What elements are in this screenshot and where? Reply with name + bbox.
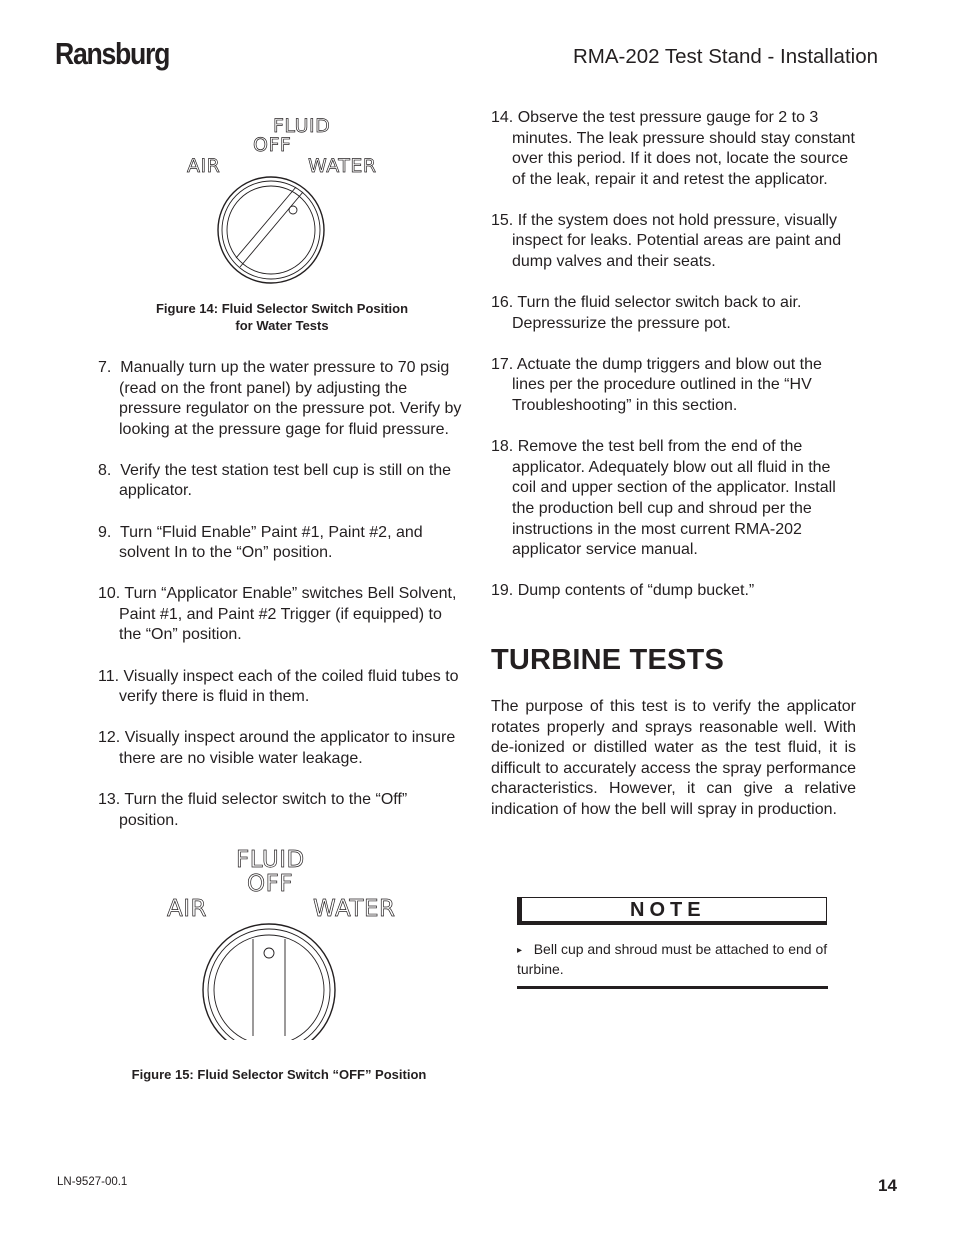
section-heading: TURBINE TESTS	[491, 644, 724, 676]
note-text-block	[517, 940, 829, 978]
step-number: 15.	[491, 211, 514, 229]
step-number: 12.	[98, 729, 121, 747]
fig14-label-air: AIR	[187, 155, 221, 177]
step-text: Remove the test bell from the end of the applicator. Adequately blow out all fluid in the coil and upper section of the applicator. Install the production bell cup and shroud per the instructions in the most current RMA-202 applicator service manual.	[512, 438, 836, 559]
step-number: 18.	[491, 438, 514, 456]
figure-14-caption-line2: for Water Tests	[235, 318, 329, 333]
brand-logo: Ransburg	[55, 36, 170, 71]
step-text: If the system does not hold pressure, visually inspect for leaks. Potential areas are paint and dump valves and their seats.	[512, 211, 842, 271]
step-11	[98, 667, 463, 708]
step-9	[98, 523, 463, 564]
note-title: NOTE	[630, 899, 706, 921]
fig15-label-air: AIR	[167, 896, 207, 922]
left-step-list	[98, 358, 463, 852]
step-text: Visually inspect around the applicator to insure there are no visible water leakage.	[119, 729, 456, 767]
note-divider	[517, 986, 828, 989]
figure-14-caption-line1: Figure 14: Fluid Selector Switch Position	[155, 301, 409, 316]
step-text: Turn “Fluid Enable” Paint #1, Paint #2, and solvent In to the “On” position.	[119, 523, 423, 562]
step-number: 16.	[491, 294, 514, 312]
section-paragraph: The purpose of this test is to verify the applicator rotates properly and sprays reasonable well. With de-ionized or distilled water as the test fluid, it is difficult to accurately access the spray performance characteristics. However, it can give a relative indication of how the bell will spray in production.	[491, 698, 856, 818]
step-text: Verify the test station test bell cup is still on the applicator.	[119, 461, 452, 500]
step-12	[98, 728, 463, 769]
figure-15-switch-diagram	[150, 840, 420, 1040]
step-text: Observe the test pressure gauge for 2 to 3 minutes. The leak pressure should stay constant over this period. If it does not, locate the source of the leak, repair it and retest the applicator.	[512, 109, 855, 188]
document-number: LN-9527-00.1	[57, 1176, 128, 1188]
fig14-label-fluid: FLUID	[273, 115, 331, 137]
step-number: 17.	[491, 355, 514, 373]
step-15	[491, 211, 856, 273]
step-14	[491, 108, 856, 190]
step-13	[98, 790, 463, 831]
fig14-label-off: OFF	[253, 134, 292, 156]
step-7	[98, 358, 463, 440]
step-text: Manually turn up the water pressure to 70 psig (read on the front panel) by adjusting the pressure regulator on the pressure pot. Verify by looking at the pressure gage for fluid pressure.	[119, 359, 462, 438]
step-text: Turn “Applicator Enable” switches Bell Solvent, Paint #1, and Paint #2 Trigger (if equipped) to the “On” position.	[119, 585, 457, 644]
step-number: 8.	[98, 461, 112, 479]
step-16	[491, 293, 856, 334]
right-step-list	[491, 108, 856, 622]
step-number: 9.	[98, 523, 112, 541]
page-number: 14	[878, 1176, 897, 1195]
step-number: 13.	[98, 790, 121, 808]
step-17	[491, 355, 856, 417]
fig15-knob-face	[214, 935, 324, 1040]
fig14-label-water: WATER	[308, 155, 377, 177]
step-19	[491, 581, 856, 602]
fig15-knob-inner	[208, 929, 330, 1040]
step-18	[491, 437, 856, 561]
step-number: 14.	[491, 109, 514, 126]
fig15-indicator-dot	[264, 948, 274, 958]
fig15-knob-outer	[203, 924, 335, 1040]
step-text: Turn the fluid selector switch back to air. Depressurize the pressure pot.	[512, 294, 802, 332]
step-number: 11.	[98, 667, 120, 685]
step-number: 19.	[491, 582, 514, 600]
step-number: 10.	[98, 585, 121, 603]
step-8	[98, 461, 463, 502]
step-number: 7.	[98, 359, 112, 376]
figure-15-caption: Figure 15: Fluid Selector Switch “OFF” Position	[131, 1067, 427, 1082]
figure-14-caption	[142, 300, 422, 334]
note-box	[517, 897, 827, 925]
step-10	[98, 584, 463, 646]
fig15-label-off: OFF	[247, 871, 294, 897]
step-text: Dump contents of “dump bucket.”	[517, 582, 755, 600]
note-text: Bell cup and shroud must be attached to end of turbine.	[517, 941, 828, 977]
step-text: Visually inspect each of the coiled fluid tubes to verify there is fluid in them.	[119, 667, 459, 706]
figure-14-switch-diagram	[160, 110, 420, 290]
bullet-arrow-icon: ▸	[517, 945, 523, 956]
step-text: Actuate the dump triggers and blow out the lines per the procedure outlined in the “HV Troubleshooting” in this section.	[512, 355, 822, 415]
fig15-label-fluid: FLUID	[236, 847, 305, 873]
step-text: Turn the fluid selector switch to the “Off” position.	[119, 790, 408, 829]
document-title: RMA-202 Test Stand - Installation	[573, 45, 878, 68]
fig15-label-water: WATER	[313, 896, 396, 922]
